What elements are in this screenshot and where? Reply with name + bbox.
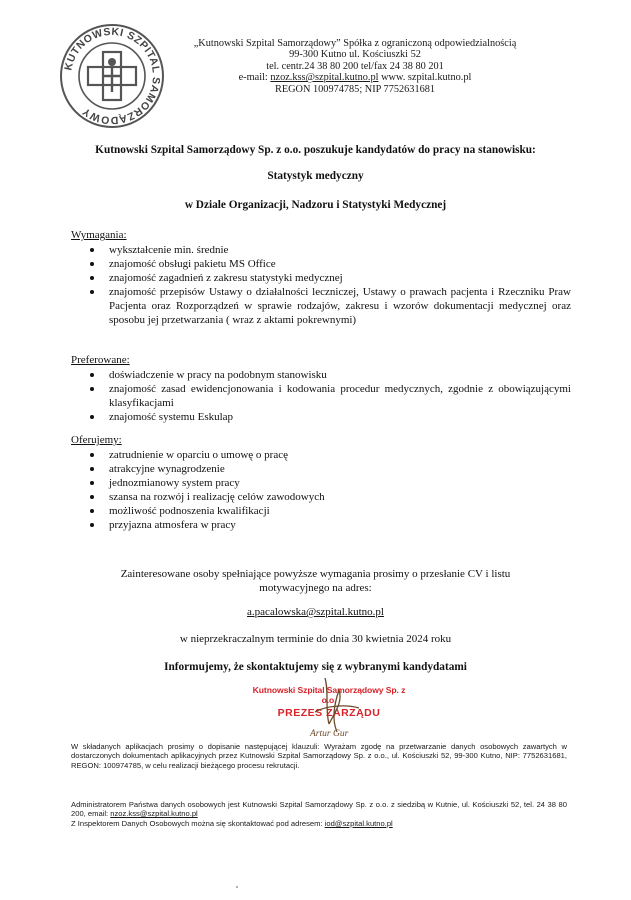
- letterhead: [160, 38, 550, 95]
- list-item: znajomość zasad ewidencjonowania i kodowania procedur medycznych, zgodnie z obowiązującymi klasyfikacjami: [109, 383, 571, 409]
- contact-notice: Informujemy, że skontaktujemy się z wybranymi kandydatami: [164, 661, 467, 673]
- list-item: możliwość podnoszenia kwalifikacji: [109, 504, 571, 518]
- list-item: znajomość przepisów Ustawy o działalności leczniczej, Ustawy o prawach pacjenta i Rzeczniku Praw Pacjenta oraz Rozporządzeń w sprawie rodzajów, zakresu i wzorów dokumentacji medycznej oraz sposobu jej przetwarzania ( wraz z aktami pokrewnymi): [109, 286, 571, 326]
- letterhead-email-label: e-mail:: [238, 72, 271, 84]
- iod-text: Z Inspektorem Danych Osobowych można się skontaktować pod adresem:: [71, 818, 325, 828]
- signature-text: Artur Gur: [310, 729, 349, 739]
- posting-intro: Kutnowski Szpital Samorządowy Sp. z o.o. poszukuje kandydatów do pracy na stanowisku:: [95, 144, 536, 156]
- preferred-section: [71, 353, 571, 424]
- list-item: zatrudnienie w oparciu o umowę o pracę: [109, 448, 571, 462]
- department-title: w Dziale Organizacji, Nadzoru i Statystyki Medycznej: [184, 199, 447, 211]
- admin-text: Administratorem Państwa danych osobowych jest Kutnowski Szpital Samorządowy Sp. z o.o. z siedzibą w Kutnie, ul. Kościuszki 52, tel. 24 38 80 200, email:: [71, 800, 567, 819]
- list-item: atrakcyjne wynagrodzenie: [109, 462, 571, 476]
- letterhead-email-link[interactable]: nzoz.kss@szpital.kutno.pl: [270, 72, 379, 84]
- hospital-logo: [58, 22, 166, 130]
- letterhead-website: www. szpital.kutno.pl: [378, 72, 472, 84]
- requirements-label: Wymagania:: [71, 229, 127, 241]
- consent-clause: W składanych aplikacjach prosimy o dopisanie następującej klauzuli: Wyrażam zgodę na przetwarzanie danych osobowych zawartych w dostarczonych dokumentach aplikacyjnych przez Kutnowski Szpital Samorządowy Sp. z o.o., ul. Kościuszki 52, 99-300 Kutno, NIP: 7752631681, REGON: 100974785, w celu realizacji bieżącego procesu rekrutacji.: [71, 742, 567, 770]
- preferred-label: Preferowane:: [71, 354, 130, 366]
- application-instructions: [0, 567, 631, 595]
- offer-list: [71, 448, 571, 532]
- data-administrator-notice: [71, 800, 567, 828]
- list-item: przyjazna atmosfera w pracy: [109, 518, 571, 532]
- logo-ring-text: KUTNOWSKI SZPITAL SAMORZĄDOWY: [62, 25, 163, 127]
- admin-line: [71, 800, 567, 819]
- list-item: szansa na rozwój i realizację celów zawodowych: [109, 490, 571, 504]
- list-item: znajomość obsługi pakietu MS Office: [109, 257, 571, 271]
- position-title: Statystyk medyczny: [267, 170, 364, 182]
- iod-email-link[interactable]: iod@szpital.kutno.pl: [324, 818, 393, 828]
- requirements-list: [71, 243, 571, 327]
- application-deadline: w nieprzekraczalnym terminie do dnia 30 kwietnia 2024 roku: [179, 633, 452, 645]
- offer-section: [71, 433, 571, 532]
- requirements-section: [71, 228, 571, 327]
- list-item: znajomość systemu Eskulap: [109, 410, 571, 424]
- letterhead-address: 99-300 Kutno ul. Kościuszki 52: [289, 49, 421, 61]
- letterhead-phone: tel. centr.24 38 80 200 tel/fax 24 38 80 201: [266, 60, 444, 72]
- list-item: wykształcenie min. średnie: [109, 243, 571, 257]
- preferred-list: [71, 368, 571, 424]
- application-email-link[interactable]: a.pacalowska@szpital.kutno.pl: [247, 606, 384, 618]
- letterhead-company: „Kutnowski Szpital Samorządowy” Spółka z ograniczoną odpowiedzialnością: [193, 38, 517, 49]
- letterhead-contact: [160, 72, 550, 83]
- stamp-role: PREZES ZARZĄDU: [277, 707, 381, 719]
- letterhead-regon-nip: REGON 100974785; NIP 7752631681: [274, 83, 436, 95]
- admin-email-link[interactable]: nzoz.kss@szpital.kutno.pl: [110, 809, 198, 819]
- application-instructions-line1: Zainteresowane osoby spełniające powyższe wymagania prosimy o przesłanie CV i listu: [120, 568, 511, 580]
- iod-line: [71, 819, 567, 828]
- list-item: jednozmianowy system pracy: [109, 476, 571, 490]
- stamp-company-name: Kutnowski Szpital Samorządowy Sp. z o.o.: [252, 685, 406, 705]
- application-instructions-line2: motywacyjnego na adres:: [259, 582, 372, 594]
- page-speck: [236, 886, 238, 888]
- list-item: znajomość zagadnień z zakresu statystyki medycznej: [109, 271, 571, 285]
- offer-label: Oferujemy:: [71, 434, 122, 446]
- list-item: doświadczenie w pracy na podobnym stanowisku: [109, 368, 571, 382]
